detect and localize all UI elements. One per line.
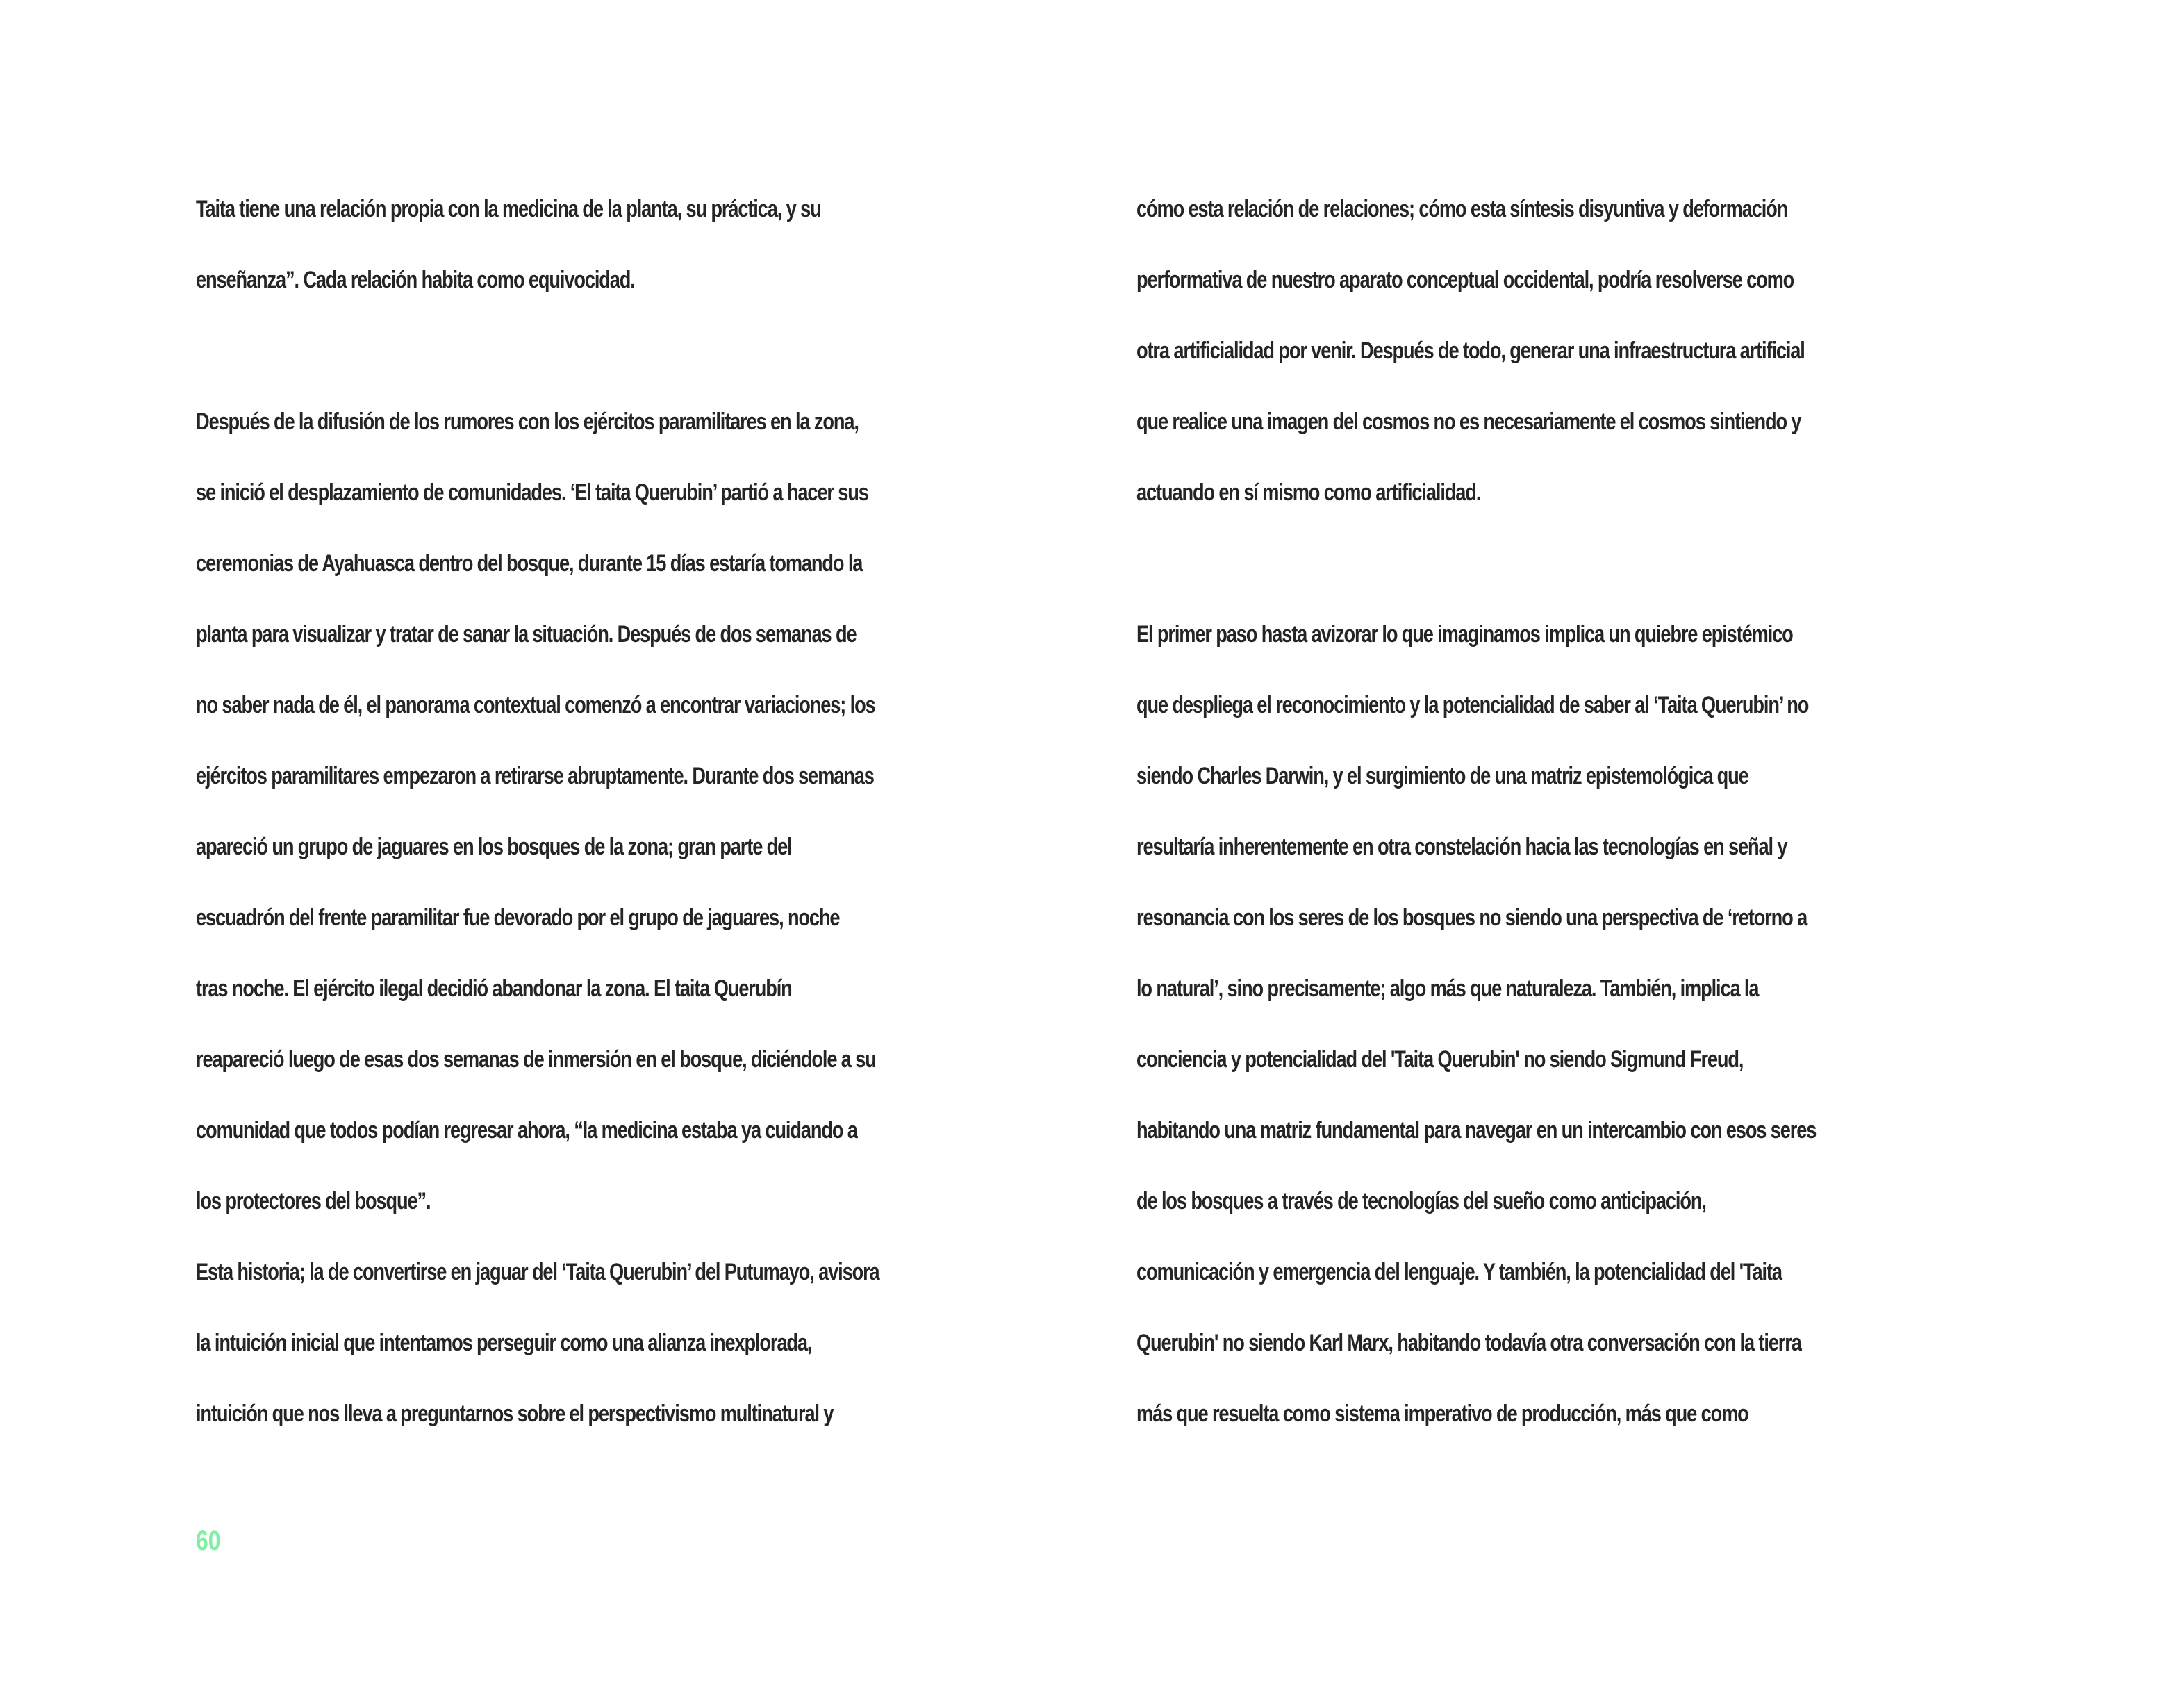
paragraph-gap	[1136, 528, 1970, 599]
text-line: ceremonias de Ayahuasca dentro del bosque, durante 15 días estaría tomando la	[196, 550, 863, 577]
text-line: conciencia y potencialidad del 'Taita Querubin' no siendo Sigmund Freud,	[1136, 1046, 1744, 1073]
left-paragraph-1	[196, 174, 1029, 315]
text-line: performativa de nuestro aparato conceptual occidental, podría resolverse como	[1136, 267, 1794, 293]
text-line: comunicación y emergencia del lenguaje. Y también, la potencialidad del 'Taita	[1136, 1259, 1782, 1285]
text-line: siendo Charles Darwin, y el surgimiento de una matriz epistemológica que	[1136, 763, 1748, 789]
text-line: cómo esta relación de relaciones; cómo esta síntesis disyuntiva y deformación	[1136, 196, 1788, 222]
text-line: apareció un grupo de jaguares en los bosques de la zona; gran parte del	[196, 834, 792, 860]
text-line: El primer paso hasta avizorar lo que imaginamos implica un quiebre epistémico	[1136, 621, 1793, 647]
text-line: lo natural’, sino precisamente; algo más que naturaleza. También, implica la	[1136, 975, 1759, 1002]
text-line: Después de la difusión de los rumores con los ejércitos paramilitares en la zona,	[196, 408, 859, 435]
text-line: actuando en sí mismo como artificialidad.	[1136, 479, 1481, 506]
text-line: más que resuelta como sistema imperativo de producción, más que como	[1136, 1401, 1748, 1427]
text-line: ejércitos paramilitares empezaron a retirarse abruptamente. Durante dos semanas	[196, 763, 874, 789]
text-line: de los bosques a través de tecnologías del sueño como anticipación,	[1136, 1188, 1706, 1214]
text-line: Querubin' no siendo Karl Marx, habitando todavía otra conversación con la tierra	[1136, 1330, 1801, 1356]
right-column	[1136, 174, 1970, 1449]
right-paragraph-1	[1136, 174, 1970, 528]
text-line: resonancia con los seres de los bosques no siendo una perspectiva de ‘retorno a	[1136, 905, 1807, 931]
text-line: escuadrón del frente paramilitar fue devorado por el grupo de jaguares, noche	[196, 905, 840, 931]
left-paragraph-2	[196, 386, 1029, 1237]
text-line: que realice una imagen del cosmos no es necesariamente el cosmos sintiendo y	[1136, 408, 1801, 435]
text-line: enseñanza”. Cada relación habita como equivocidad.	[196, 267, 635, 293]
text-line: habitando una matriz fundamental para navegar en un intercambio con esos seres	[1136, 1117, 1817, 1144]
right-paragraph-2	[1136, 599, 1970, 1449]
text-line: otra artificialidad por venir. Después de todo, generar una infraestructura artificial	[1136, 338, 1805, 364]
text-line: los protectores del bosque”.	[196, 1188, 431, 1214]
text-line: tras noche. El ejército ilegal decidió abandonar la zona. El taita Querubín	[196, 975, 792, 1002]
paragraph-gap	[196, 315, 1029, 386]
left-column	[196, 174, 1029, 1449]
text-line: Taita tiene una relación propia con la medicina de la planta, su práctica, y su	[196, 196, 821, 222]
text-line: planta para visualizar y tratar de sanar la situación. Después de dos semanas de	[196, 621, 857, 647]
text-line: la intuición inicial que intentamos perseguir como una alianza inexplorada,	[196, 1330, 812, 1356]
text-line: intuición que nos lleva a preguntarnos sobre el perspectivismo multinatural y	[196, 1401, 834, 1427]
text-line: se inició el desplazamiento de comunidades. ‘El taita Querubin’ partió a hacer sus	[196, 479, 868, 506]
text-line: que despliega el reconocimiento y la potencialidad de saber al ‘Taita Querubin’ no	[1136, 692, 1809, 718]
left-paragraph-3	[196, 1237, 1029, 1449]
text-line: comunidad que todos podían regresar ahora, “la medicina estaba ya cuidando a	[196, 1117, 857, 1144]
page-number: 60	[196, 1526, 221, 1556]
text-line: Esta historia; la de convertirse en jaguar del ‘Taita Querubin’ del Putumayo, avisora	[196, 1259, 879, 1285]
text-line: resultaría inherentemente en otra constelación hacia las tecnologías en señal y	[1136, 834, 1787, 860]
text-line: reapareció luego de esas dos semanas de inmersión en el bosque, diciéndole a su	[196, 1046, 876, 1073]
text-line: no saber nada de él, el panorama contextual comenzó a encontrar variaciones; los	[196, 692, 875, 718]
